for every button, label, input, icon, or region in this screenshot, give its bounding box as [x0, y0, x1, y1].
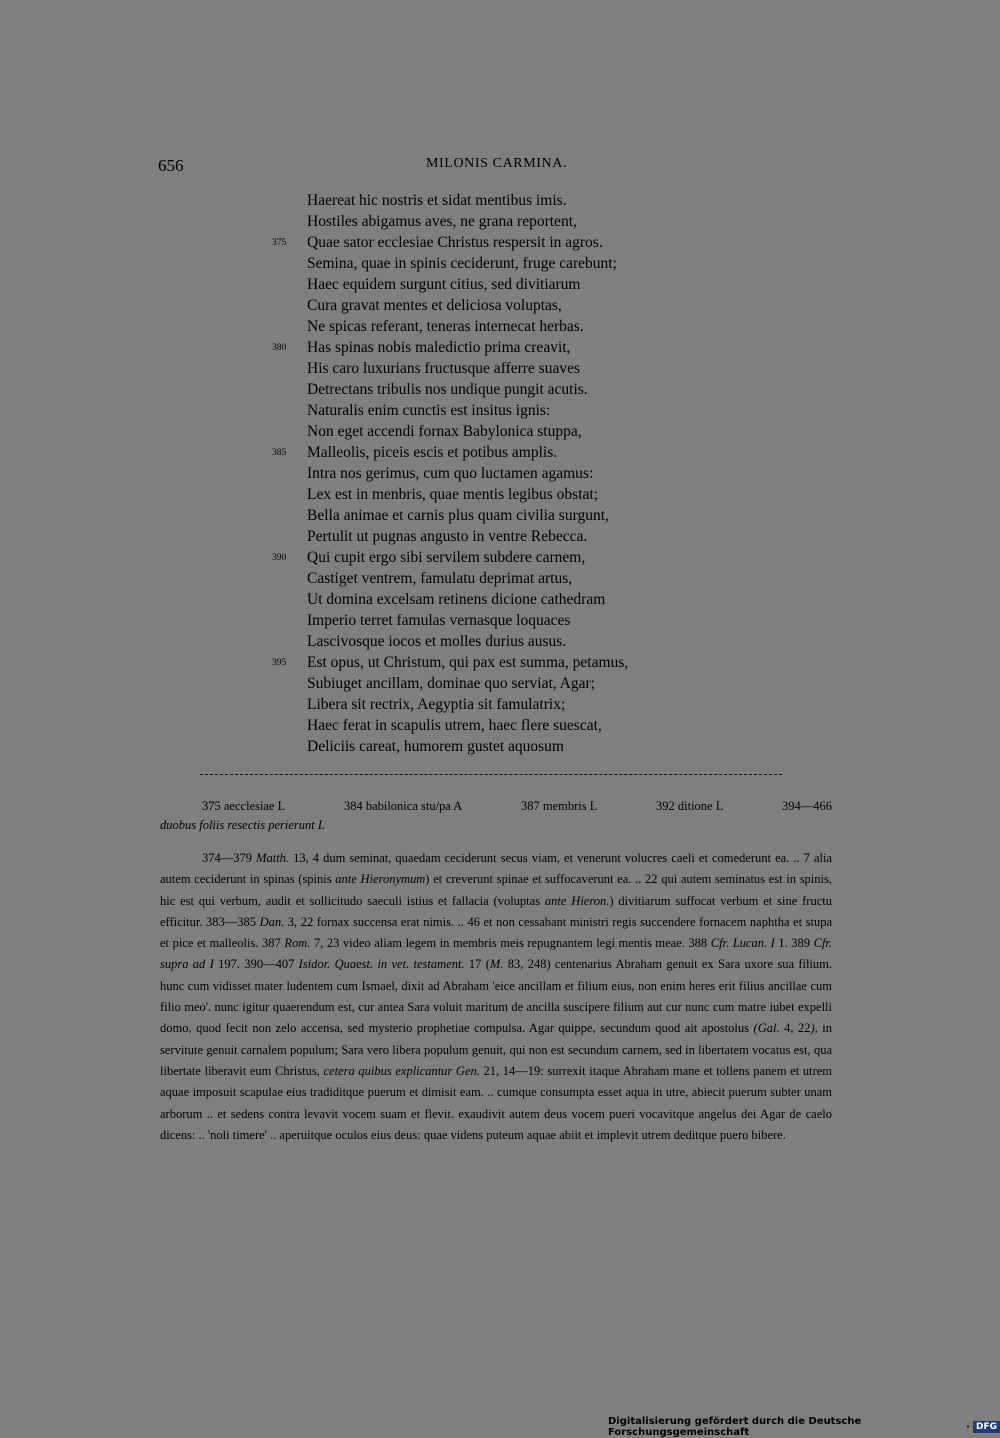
commentary-text: 374—379	[202, 851, 257, 865]
commentary-text: 4, 22	[779, 1021, 811, 1036]
separator-rule	[200, 774, 782, 775]
apparatus-entry: 375 aecclesiae L	[202, 799, 286, 813]
page-number: 656	[158, 156, 184, 175]
verse-line	[307, 358, 827, 379]
verse-text: Haec equidem surgunt citius, sed divitiarum	[307, 276, 581, 293]
verse-line	[272, 652, 827, 673]
citation-italic: Dan.	[259, 914, 285, 929]
commentary-notes	[160, 848, 832, 1146]
verse-line	[307, 715, 827, 736]
verse-text: Semina, quae in spinis ceciderunt, fruge carebunt;	[307, 255, 617, 272]
apparatus-entries	[160, 797, 832, 816]
footer-separator: ·	[966, 1421, 970, 1433]
commentary-text: 7, 23 video aliam legem in membris meis repugnantem legi mentis meae. 388	[310, 936, 711, 951]
verse-line	[307, 694, 827, 715]
verse-text: Subiuget ancillam, dominae quo serviat, Agar;	[307, 675, 595, 692]
citation-italic: M.	[489, 957, 504, 972]
verse-line	[272, 337, 827, 358]
verse-text: Ne spicas referant, teneras internecat herbas.	[307, 318, 584, 335]
verse-text: Est opus, ut Christum, qui pax est summa, petamus,	[307, 654, 629, 671]
verse-line	[307, 631, 827, 652]
citation-italic: Matth.	[256, 851, 290, 865]
line-number: 375	[272, 238, 287, 248]
commentary-text: 83, 248) centenarius Abraham genuit ex Sara uxore sua filium. hunc cum vidisset mater ludentem cum Ismael, dixit ad Abraham 'eice ancillam et filium eius, non enim heres erit filius ancillae cum filio meo'. nunc igitur quaerendum est, cur antea Sara voluit maritum de ancilla suscipere filium aut cur nunc cum matre iubet expelli domo, quod fecit non zelo accensa, sed mysterio prophetiae compulsa. Agar quippe, secundum quod ait apostolus	[160, 957, 833, 1036]
verse-text: Naturalis enim cunctis est insitus ignis:	[307, 402, 551, 419]
citation-italic: Rom.	[284, 936, 311, 951]
commentary-text: 17 (	[464, 957, 490, 972]
line-number: 395	[272, 658, 287, 668]
verse-text: Pertulit ut pugnas angusto in ventre Rebecca.	[307, 528, 588, 545]
verse-text: Cura gravat mentes et deliciosa voluptas,	[307, 297, 562, 314]
commentary-text: in servitute genuit carnalem populum; Sara vero libera populum genuit, qui non est secundum carnem, sed in libertatem vocatus est, qua libertate liberavit eum Christus,	[160, 1021, 833, 1078]
apparatus-entry: 394—466	[782, 799, 832, 813]
verse-line	[307, 610, 827, 631]
verse-text: Haec ferat in scapulis utrem, haec flere suescat,	[307, 717, 602, 734]
verse-text: Imperio terret famulas vernasque loquaces	[307, 612, 571, 629]
verse-line	[307, 484, 827, 505]
line-number: 390	[272, 553, 287, 563]
verse-line	[307, 589, 827, 610]
poem-text	[272, 190, 827, 757]
running-title: MILONIS CARMINA.	[426, 156, 568, 171]
verse-text: Ut domina excelsam retinens dicione cathedram	[307, 591, 606, 608]
commentary-text: 3, 22 fornax succensa erat nimis. .. 46 et non cessabant ministri regis succendere fornacem naphtha et stupa et pice et malleolis. 387	[160, 914, 832, 951]
line-number: 380	[272, 343, 287, 353]
verse-text: Lex est in menbris, quae mentis legibus obstat;	[307, 486, 599, 503]
verse-line	[307, 211, 827, 232]
commentary-text: 197. 390—407	[213, 957, 299, 972]
commentary-text: 13, 4 dum seminat, quaedam ceciderunt secus viam, et venerunt volucres caeli et comederunt ea. .. 7 alia autem ceciderunt in spinas (spinis	[160, 851, 832, 887]
verse-text: Lascivosque iocos et molles durius ausus.	[307, 633, 567, 650]
citation-italic: ante Hieronymum	[335, 872, 426, 887]
verse-text: Non eget accendi fornax Babylonica stuppa,	[307, 423, 582, 440]
footer-credit	[608, 1416, 1000, 1438]
citation-italic: Cfr. Lucan. I	[710, 936, 775, 951]
verse-line	[307, 274, 827, 295]
apparatus-entry: 384 babilonica stu/pa A	[343, 799, 463, 813]
verse-text: Deliciis careat, humorem gustet aquosum	[307, 738, 564, 755]
verse-line	[307, 295, 827, 316]
verse-text: Qui cupit ergo sibi servilem subdere carnem,	[307, 549, 586, 566]
apparatus-entry: 387 membris L	[520, 799, 598, 813]
apparatus-continuation: duobus foliis resectis perierunt L	[160, 818, 325, 832]
verse-text: Bella animae et carnis plus quam civilia surgunt,	[307, 507, 609, 524]
citation-italic: cetera quibus explicantur Gen.	[323, 1063, 480, 1078]
verse-line	[307, 400, 827, 421]
critical-apparatus	[160, 797, 832, 835]
verse-line	[307, 463, 827, 484]
verse-line	[307, 316, 827, 337]
citation-italic: Isidor. Quaest. in vet. testament.	[298, 957, 465, 972]
commentary-text: 1. 389	[774, 936, 814, 951]
verse-line	[272, 547, 827, 568]
verse-text: His caro luxurians fructusque afferre suaves	[307, 360, 581, 377]
citation-italic: ),	[810, 1021, 818, 1036]
verse-line	[307, 421, 827, 442]
verse-text: Hostiles abigamus aves, ne grana reportent,	[307, 213, 577, 230]
verse-line	[307, 736, 827, 757]
verse-line	[307, 190, 827, 211]
citation-italic: ante Hieron.	[544, 893, 610, 908]
verse-line	[307, 526, 827, 547]
commentary-text: 21, 14—19: surrexit itaque Abraham mane et tollens panem et utrem aquae imposuit scapulae eius tradiditque puerum et dimisit eam. .. cumque consumpta esset aqua in utre, abiecit puerum subter unam arborum .. et sedens contra levavit vocem suam et flevit. exaudivit autem deus vocem pueri vocavitque angelus dei Agar de caelo dicens: .. 'noli timere' .. aperuitque oculos eius deus: quae videns puteum aquae abiit et implevit utrem deditque puero bibere.	[160, 1063, 833, 1142]
verse-line	[272, 232, 827, 253]
verse-line	[272, 442, 827, 463]
verse-text: Intra nos gerimus, cum quo luctamen agamus:	[307, 465, 594, 482]
footer-text: Digitalisierung gefördert durch die Deutsche Forschungsgemeinschaft	[608, 1416, 862, 1438]
commentary-text: ) divitiarum suffocat verbum et sine fructu efficitur. 383—385	[160, 893, 832, 929]
verse-text: Malleolis, piceis escis et potibus amplis.	[307, 444, 558, 461]
verse-line	[307, 673, 827, 694]
apparatus-entry: 392 ditione L	[656, 799, 724, 813]
line-number: 385	[272, 448, 287, 458]
verse-text: Has spinas nobis maledictio prima creavit,	[307, 339, 571, 356]
verse-text: Haereat hic nostris et sidat mentibus imis.	[307, 192, 567, 209]
verse-text: Castiget ventrem, famulatu deprimat artus,	[307, 570, 573, 587]
citation-italic: (Gal.	[753, 1021, 780, 1036]
dfg-logo: DFG	[973, 1421, 1000, 1433]
verse-line	[307, 379, 827, 400]
verse-text: Detrectans tribulis nos undique pungit acutis.	[307, 381, 588, 398]
verse-line	[307, 253, 827, 274]
verse-line	[307, 505, 827, 526]
verse-line	[307, 568, 827, 589]
verse-text: Quae sator ecclesiae Christus respersit in agros.	[307, 234, 603, 251]
verse-text: Libera sit rectrix, Aegyptia sit famulatrix;	[307, 696, 566, 713]
commentary-text: ) et creverunt spinae et suffocaverunt ea. .. 22 qui autem seminatus est in spinis, hic est qui verbum, audit et sollicitudo saeculi istius et fallacia (voluptas	[160, 872, 832, 908]
citation-italic: Cfr. supra ad I	[160, 936, 833, 972]
